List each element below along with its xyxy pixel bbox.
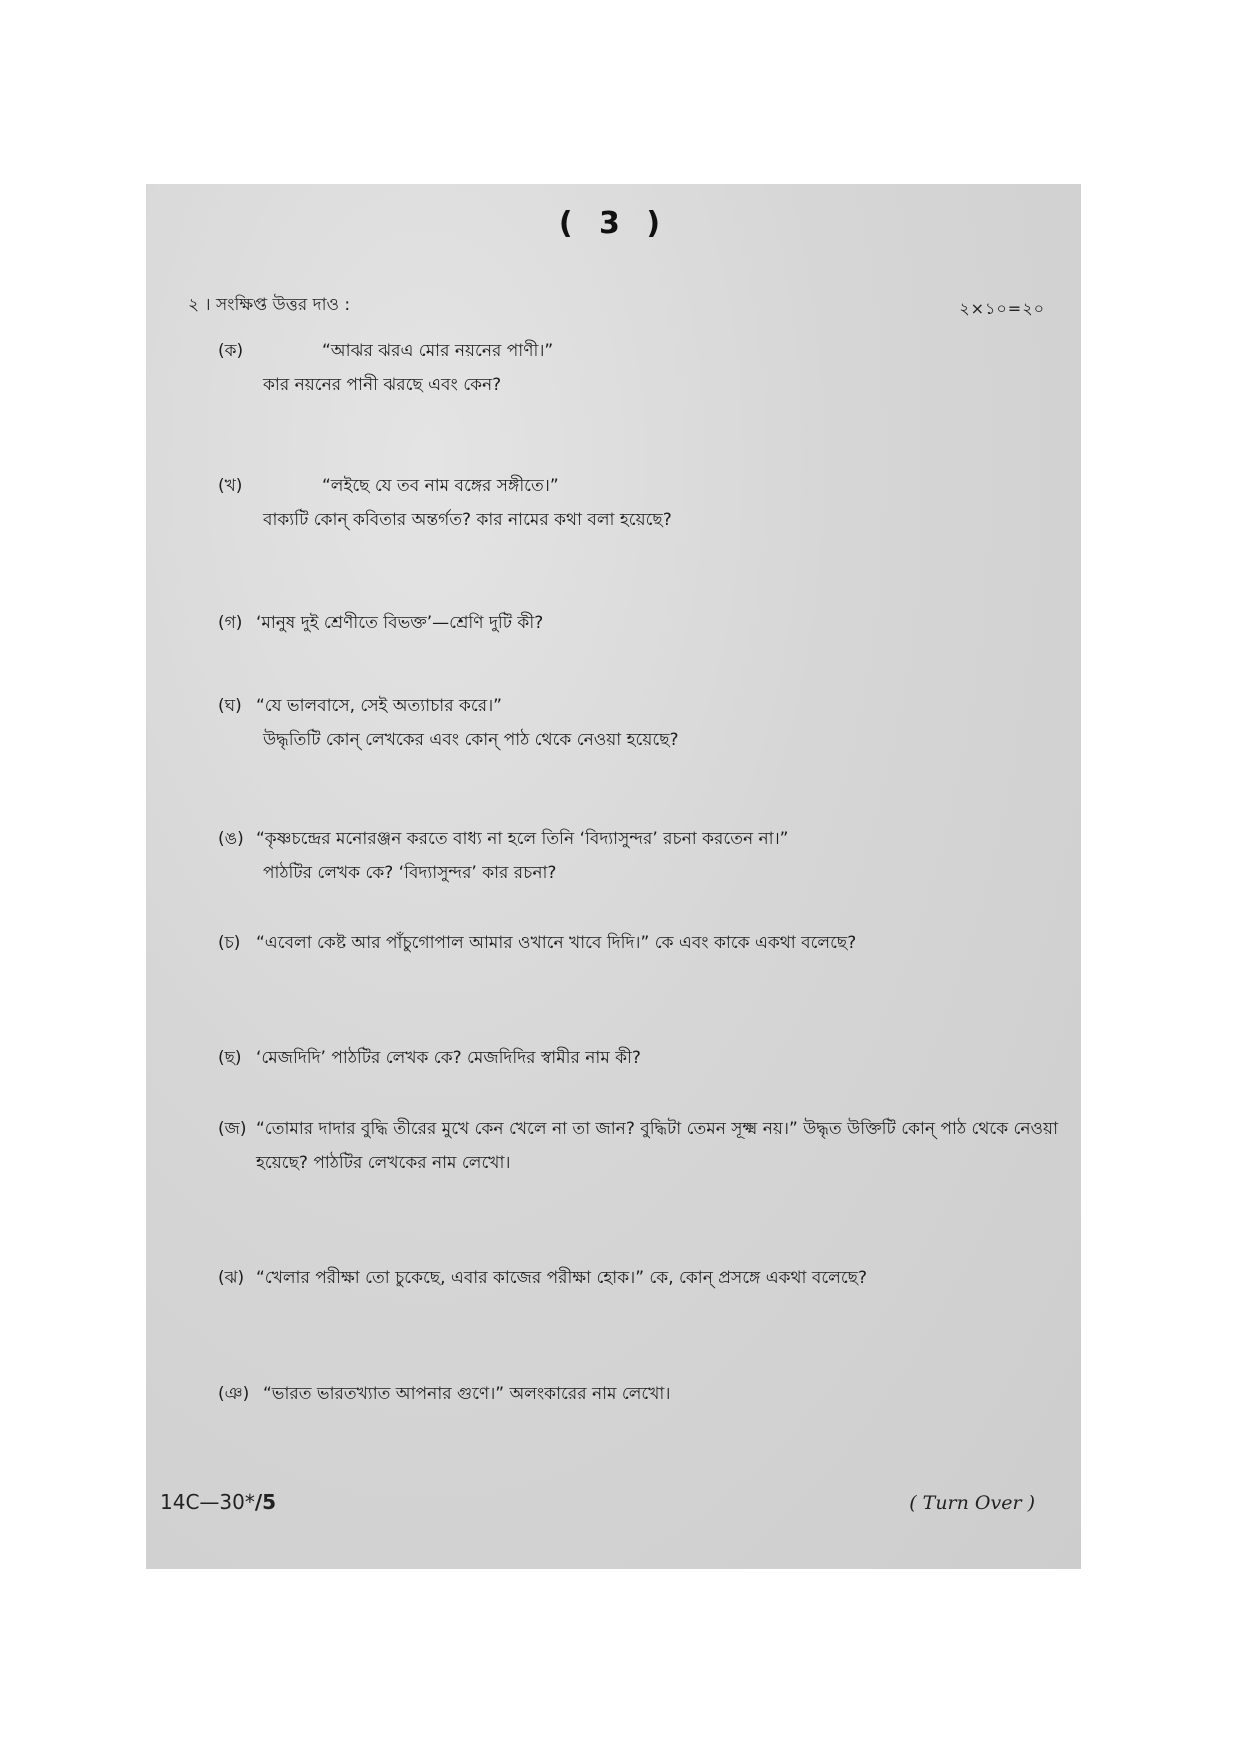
section-marks: ২×১০=২০ — [959, 299, 1045, 318]
section-heading — [188, 292, 1045, 320]
turn-over-note: ( Turn Over ) — [909, 1492, 1035, 1514]
question-text: “তোমার দাদার বুদ্ধি তীরের মুখে কেন খেলে না তা জান? বুদ্ধিটা তেমন সূক্ষ্ম নয়।” উদ্ধৃত উক্তিটি কোন্ পাঠ থেকে নেওয়া হয়েছে? পাঠটির লেখকের নাম লেখো। — [256, 1119, 1058, 1173]
section-instruction: ২ । সংক্ষিপ্ত উত্তর দাও : — [188, 295, 351, 315]
question-cha — [218, 926, 1058, 960]
question-text: ‘মানুষ দুই শ্রেণীতে বিভক্ত’—শ্রেণি দুটি কী? — [256, 613, 544, 633]
paper-code — [160, 1490, 276, 1514]
scanned-page — [146, 184, 1081, 1569]
question-jha — [218, 1261, 1058, 1295]
question-ka — [218, 334, 1058, 402]
question-kha — [218, 469, 1058, 537]
paper-code-text: 14C—30* — [160, 1490, 255, 1514]
question-text: “খেলার পরীক্ষা তো চুকেছে, এবার কাজের পরীক্ষা হোক।” কে, কোন্ প্রসঙ্গে একথা বলেছে? — [256, 1268, 867, 1288]
question-label: (ঝ) — [218, 1268, 245, 1288]
question-label: (খ) — [218, 476, 243, 496]
question-label: (ক) — [218, 341, 244, 361]
question-nya — [218, 1377, 1058, 1411]
question-gha — [218, 689, 1058, 757]
question-label: (জ) — [218, 1119, 247, 1139]
question-label: (গ) — [218, 613, 243, 633]
question-text: “এবেলা কেষ্ট আর পাঁচুগোপাল আমার ওখানে খাবে দিদি।” কে এবং কাকে একথা বলেছে? — [256, 933, 857, 953]
question-quote: “আঝর ঝরএ মোর নয়নের পাণী।” — [322, 341, 554, 361]
question-text: ‘মেজদিদি’ পাঠটির লেখক কে? মেজদিদির স্বামীর নাম কী? — [256, 1048, 641, 1068]
question-label: (ঘ) — [218, 696, 242, 716]
question-nga — [218, 822, 1058, 890]
question-quote: “লইছে যে তব নাম বঙ্গের সঙ্গীতে।” — [322, 476, 559, 496]
question-text: কার নয়নের পানী ঝরছে এবং কেন? — [263, 375, 502, 395]
question-quote: “কৃষ্ণচন্দ্রের মনোরঞ্জন করতে বাধ্য না হলে তিনি ‘বিদ্যাসুন্দর’ রচনা করতেন না।” — [256, 829, 789, 849]
question-ga — [218, 606, 1058, 640]
question-ja — [218, 1112, 1058, 1180]
question-chha — [218, 1041, 1058, 1075]
page-number: ( 3 ) — [558, 206, 669, 241]
question-label: (ঙ) — [218, 829, 244, 849]
question-label: (ঞ) — [218, 1384, 250, 1404]
question-text: পাঠটির লেখক কে? ‘বিদ্যাসুন্দর’ কার রচনা? — [263, 863, 557, 883]
question-label: (ছ) — [218, 1048, 242, 1068]
paper-code-suffix: /5 — [254, 1490, 277, 1514]
question-text: “ভারত ভারতখ্যাত আপনার গুণে।” অলংকারের নাম লেখো। — [263, 1384, 671, 1404]
question-label: (চ) — [218, 933, 241, 953]
question-text: বাক্যটি কোন্ কবিতার অন্তর্গত? কার নামের কথা বলা হয়েছে? — [263, 510, 672, 530]
question-quote: “যে ভালবাসে, সেই অত্যাচার করে।” — [256, 696, 502, 716]
question-text: উদ্ধৃতিটি কোন্ লেখকের এবং কোন্ পাঠ থেকে নেওয়া হয়েছে? — [263, 730, 679, 750]
